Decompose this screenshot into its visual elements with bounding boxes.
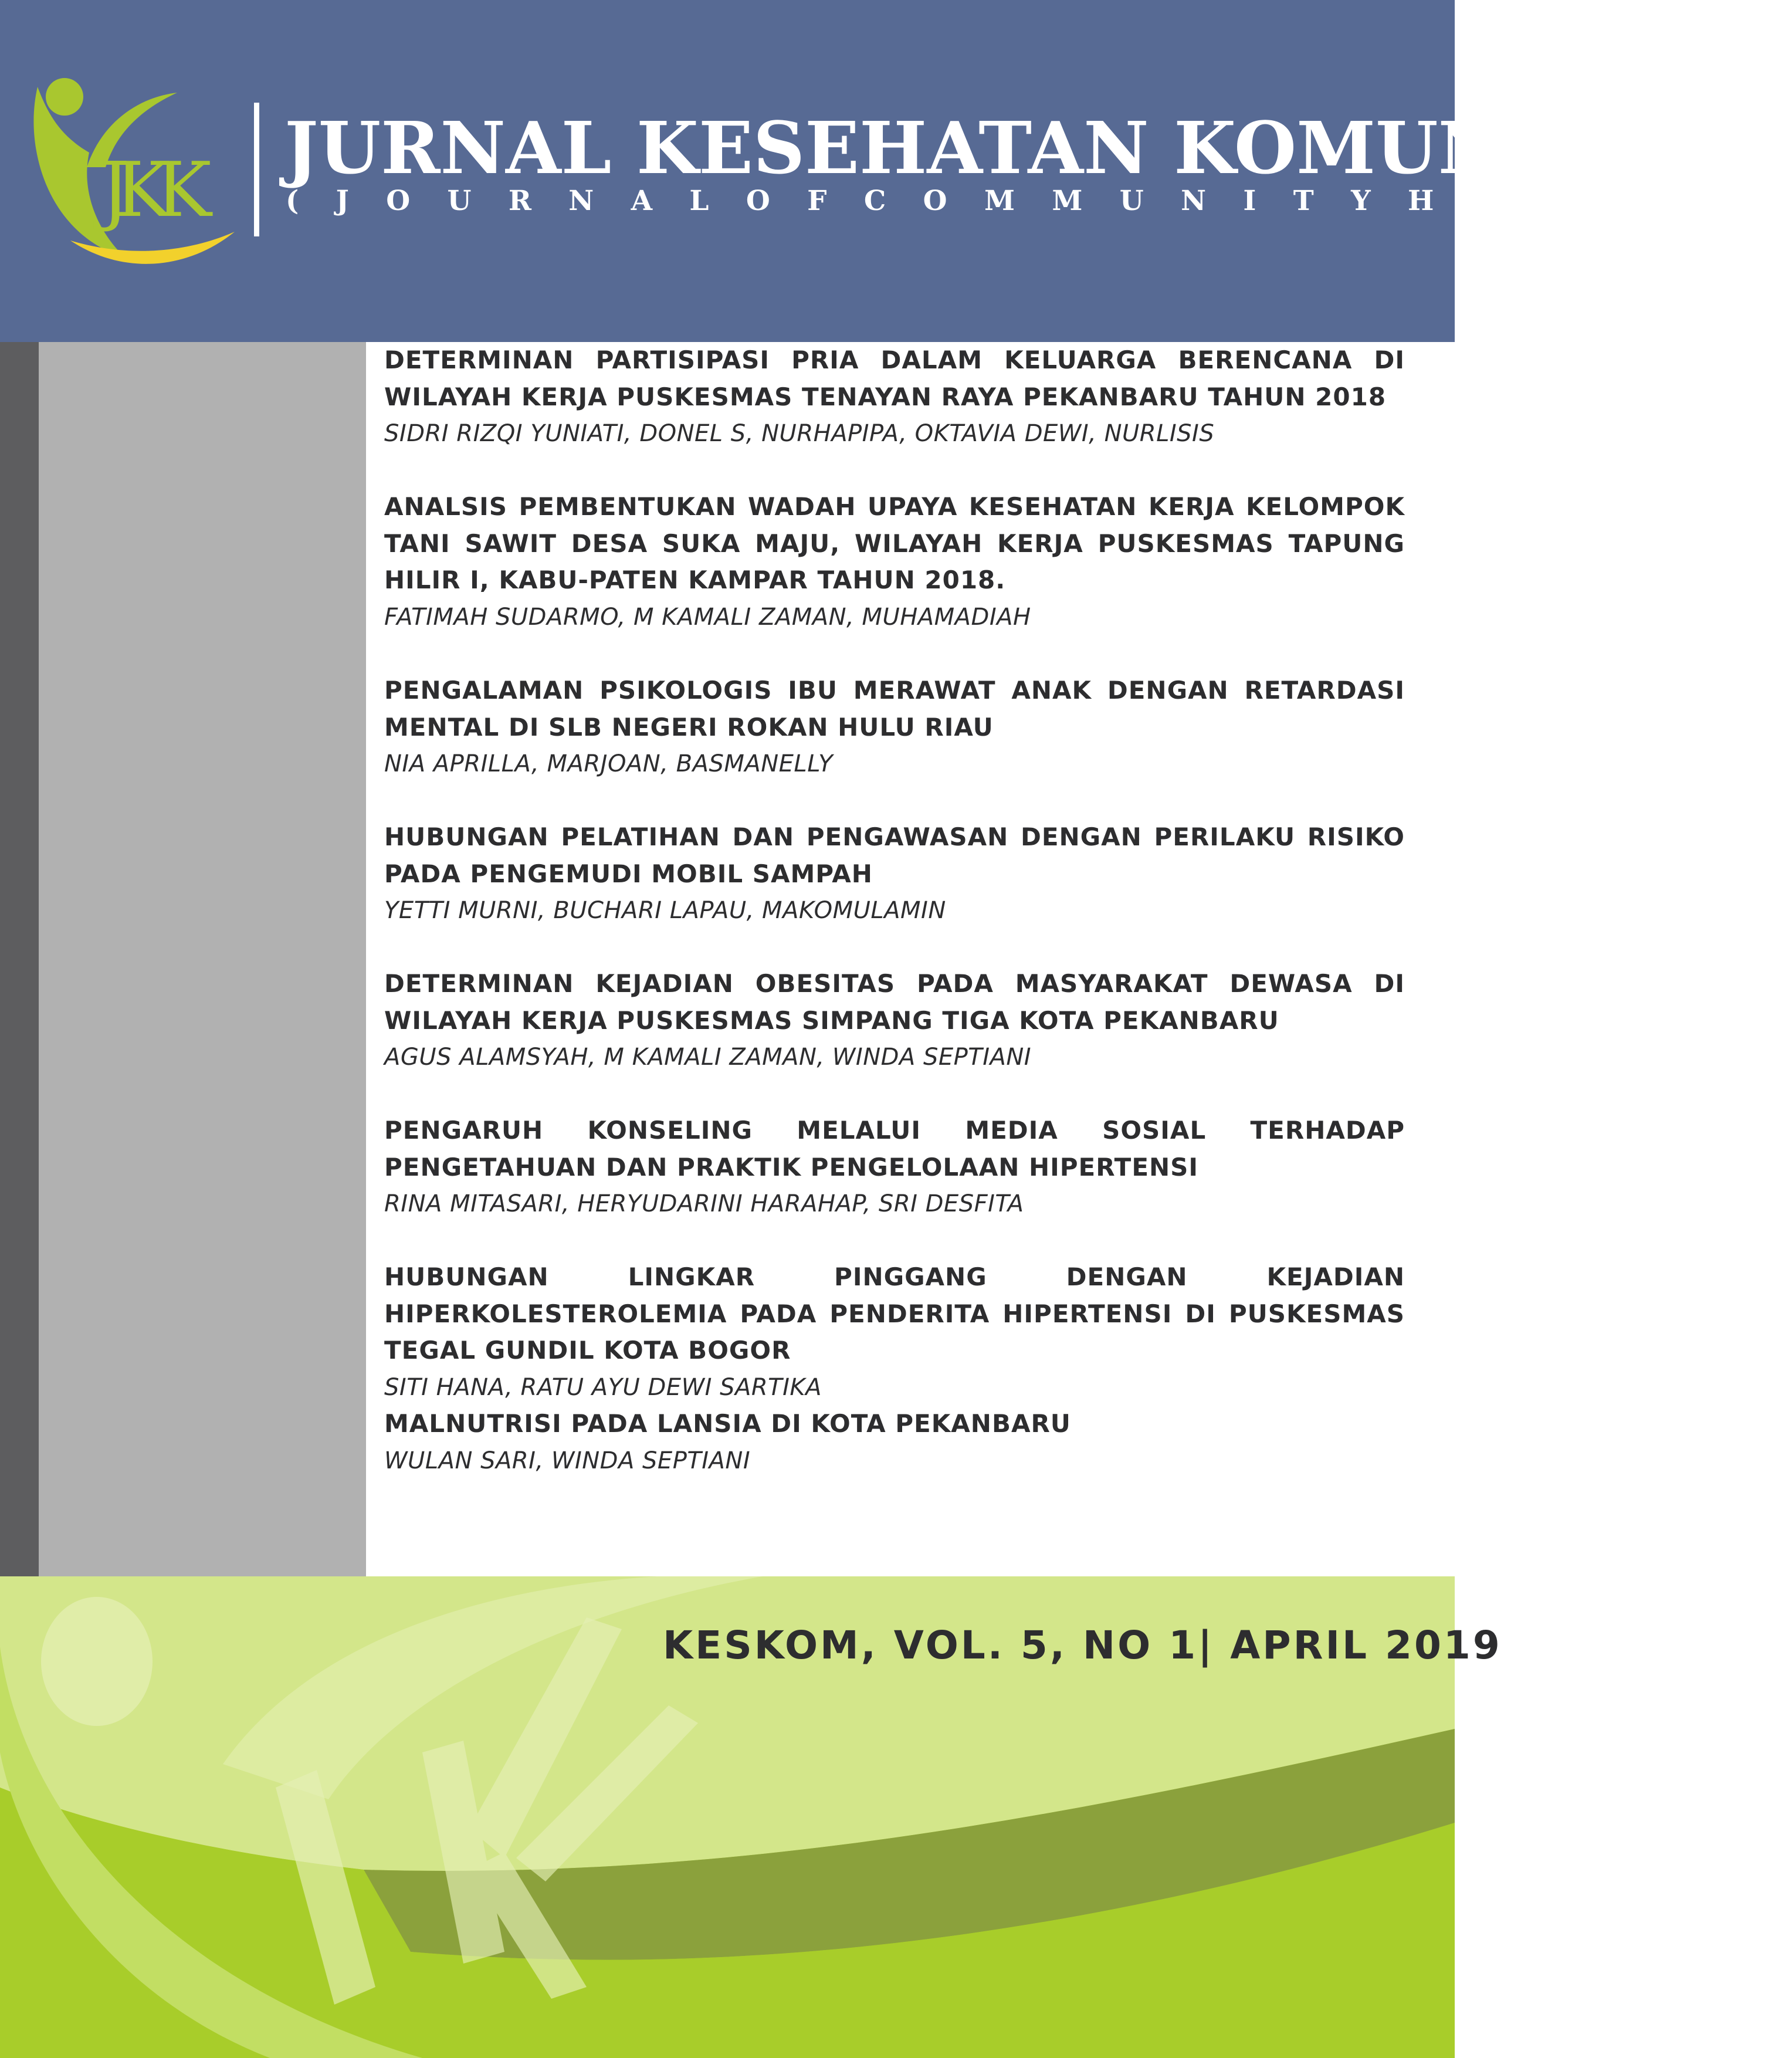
article-title: HUBUNGAN PELATIHAN DAN PENGAWASAN DENGAN PERILAKU RISIKO PADA PENGEMUDI MOBIL SAMPAH xyxy=(384,822,1405,888)
article-authors: NIA APRILLA, MARJOAN, BASMANELLY xyxy=(384,750,834,777)
footer-watermark-head xyxy=(41,1597,153,1726)
article-authors: FATIMAH SUDARMO, M KAMALI ZAMAN, MUHAMADIAH xyxy=(384,603,1031,631)
article-title: MALNUTRISI PADA LANSIA DI KOTA PEKANBARU xyxy=(384,1409,1071,1438)
journal-subtitle: ( J O U R N A L O F C O M M U N I T Y H E A L T H ) xyxy=(286,185,1792,217)
article-entry[interactable] xyxy=(384,1406,1405,1479)
article-entry[interactable] xyxy=(384,342,1405,452)
article-entry[interactable] xyxy=(384,819,1405,929)
article-title: HUBUNGAN LINGKAR PINGGANG DENGAN KEJADIAN HIPERKOLESTEROLEMIA PADA PENDERITA HIPERTENSI DI PUSKESMAS TEGAL GUNDIL KOTA BOGOR xyxy=(384,1262,1405,1365)
article-entry[interactable] xyxy=(384,1112,1405,1223)
article-authors: WULAN SARI, WINDA SEPTIANI xyxy=(384,1447,751,1474)
article-title: DETERMINAN KEJADIAN OBESITAS PADA MASYARAKAT DEWASA DI WILAYAH KERJA PUSKESMAS SIMPANG TIGA KOTA PEKANBARU xyxy=(384,969,1405,1035)
journal-title: JURNAL KESEHATAN KOMUNITAS xyxy=(284,106,1693,190)
article-authors: RINA MITASARI, HERYUDARINI HARAHAP, SRI DESFITA xyxy=(384,1190,1024,1217)
article-title: PENGARUH KONSELING MELALUI MEDIA SOSIAL TERHADAP PENGETAHUAN DAN PRAKTIK PENGELOLAAN HIPERTENSI xyxy=(384,1116,1405,1182)
article-authors: SIDRI RIZQI YUNIATI, DONEL S, NURHAPIPA, OKTAVIA DEWI, NURLISIS xyxy=(384,420,1215,447)
article-authors: SITI HANA, RATU AYU DEWI SARTIKA xyxy=(384,1373,822,1401)
article-title: DETERMINAN PARTISIPASI PRIA DALAM KELUARGA BERENCANA DI WILAYAH KERJA PUSKESMAS TENAYAN RAYA PEKANBARU TAHUN 2018 xyxy=(384,346,1405,411)
article-entry[interactable] xyxy=(384,489,1405,635)
article-title: PENGALAMAN PSIKOLOGIS IBU MERAWAT ANAK DENGAN RETARDASI MENTAL DI SLB NEGERI ROKAN HULU RIAU xyxy=(384,676,1405,742)
keskom-logo-icon xyxy=(23,65,246,276)
article-authors: AGUS ALAMSYAH, M KAMALI ZAMAN, WINDA SEPTIANI xyxy=(384,1044,1032,1071)
logo-letters: JKK xyxy=(100,147,197,234)
sidebar-light-panel xyxy=(39,342,366,1576)
article-title: ANALSIS PEMBENTUKAN WADAH UPAYA KESEHATAN KERJA KELOMPOK TANI SAWIT DESA SUKA MAJU, WILAYAH KERJA PUSKESMAS TAPUNG HILIR I, KABU-PATEN KAMPAR TAHUN 2018. xyxy=(384,492,1405,594)
header-divider xyxy=(254,103,259,236)
article-entry[interactable] xyxy=(384,966,1405,1076)
article-entry[interactable] xyxy=(384,1259,1405,1406)
issue-label: KESKOM, VOL. 5, NO 1| APRIL 2019 xyxy=(663,1623,1502,1668)
logo-head xyxy=(46,78,83,116)
sidebar-dark-stripe xyxy=(0,342,39,1576)
cover-header xyxy=(0,0,1792,342)
article-authors: YETTI MURNI, BUCHARI LAPAU, MAKOMULAMIN xyxy=(384,897,946,924)
article-entry[interactable] xyxy=(384,672,1405,783)
